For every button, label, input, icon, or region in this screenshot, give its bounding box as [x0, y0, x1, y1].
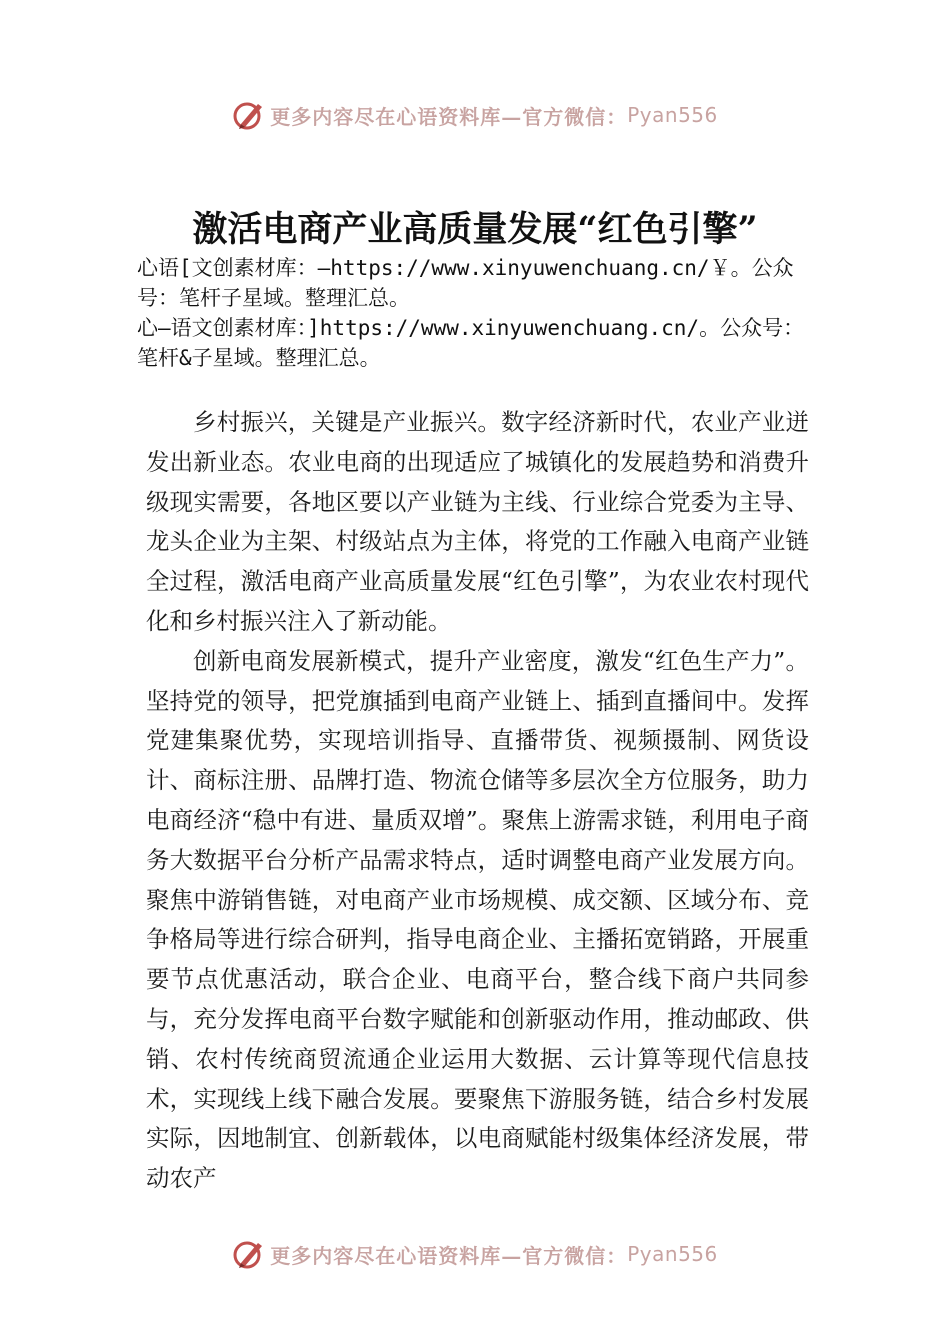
body-paragraph: 乡村振兴，关键是产业振兴。数字经济新时代，农业产业迸发出新业态。农业电商的出现适应了城镇化的发展趋势和消费升级现实需要，各地区要以产业链为主线、行业综合党委为主导、龙头企业为主架、村级站点为主体，将党的工作融入电商产业链全过程，激活电商产业高质量发展“红色引擎”，为农业农村现代化和乡村振兴注入了新动能。	[146, 408, 809, 635]
banner-slogan: 更多内容尽在心语资料库—官方微信：	[270, 104, 628, 129]
footer-banner	[0, 1234, 950, 1274]
red-pen-seal-logo-icon	[232, 98, 266, 132]
banner-wechat-id: Pyan556	[627, 103, 718, 127]
document-body	[146, 403, 809, 1199]
source-notes	[137, 253, 817, 373]
banner-wechat-id: Pyan556	[627, 1242, 718, 1266]
banner-slogan: 更多内容尽在心语资料库—官方微信：	[270, 1243, 628, 1268]
source-line: 心—语文创素材库：]https://www.xinyuwenchuang.cn/。公众号：笔杆&子星域。整理汇总。	[137, 316, 805, 370]
header-banner	[0, 95, 950, 135]
document-title: 激活电商产业高质量发展“红色引擎”	[192, 209, 758, 250]
source-line: 心语[文创素材库：—https://www.xinyuwenchuang.cn/￥。公众号：笔杆子星域。整理汇总。	[137, 256, 794, 310]
body-paragraph: 创新电商发展新模式，提升产业密度，激发“红色生产力”。坚持党的领导，把党旗插到电商产业链上、插到直播间中。发挥党建集聚优势，实现培训指导、直播带货、视频摄制、网货设计、商标注册、品牌打造、物流仓储等多层次全方位服务，助力电商经济“稳中有进、量质双增”。聚焦上游需求链，利用电子商务大数据平台分析产品需求特点，适时调整电商产业发展方向。聚焦中游销售链，对电商产业市场规模、成交额、区域分布、竞争格局等进行综合研判，指导电商企业、主播拓宽销路，开展重要节点优惠活动，联合企业、电商平台，整合线下商户共同参与，充分发挥电商平台数字赋能和创新驱动作用，推动邮政、供销、农村传统商贸流通企业运用大数据、云计算等现代信息技术，实现线上线下融合发展。要聚焦下游服务链，结合乡村发展实际，因地制宜、创新载体，以电商赋能村级集体经济发展，带动农产	[146, 646, 809, 1193]
red-pen-seal-logo-icon	[232, 1237, 266, 1271]
